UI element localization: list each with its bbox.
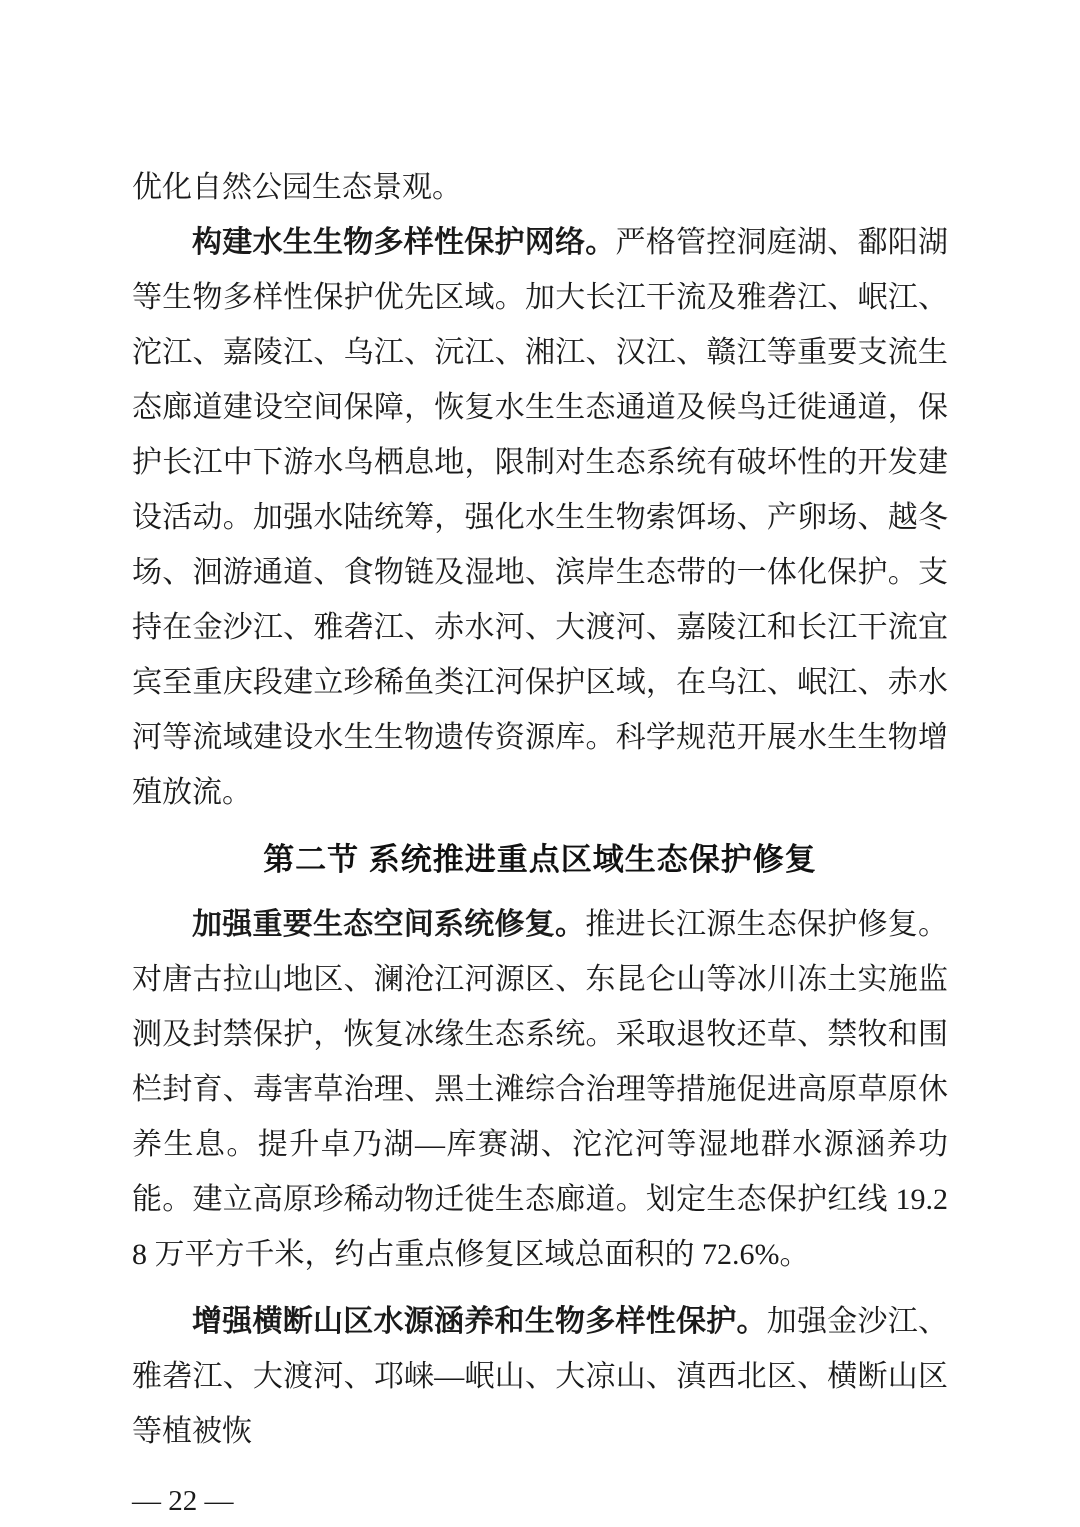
- page-footer: [132, 1459, 948, 1521]
- paragraph-lead: 加强重要生态空间系统修复。: [192, 908, 586, 941]
- paragraph-aquatic-biodiversity-network: [132, 215, 948, 820]
- paragraph-lead: 增强横断山区水源涵养和生物多样性保护。: [192, 1305, 767, 1338]
- paragraph-text: 推进长江源生态保护修复。对唐古拉山地区、澜沧江河源区、东昆仑山等冰川冻土实施监测及封禁保护，恢复冰缘生态系统。采取退牧还草、禁牧和围栏封育、毒害草治理、黑土滩综合治理等措施促进高原草原休养生息。提升卓乃湖—库赛湖、沱沱河等湿地群水源涵养功能。建立高原珍稀动物迁徙生态廊道。划定生态保护红线 19.28 万平方千米，约占重点修复区域总面积的 72.6%。: [132, 908, 948, 1271]
- paragraph-ecological-space-repair: [132, 897, 948, 1282]
- section-heading: 第二节 系统推进重点区域生态保护修复: [263, 842, 817, 877]
- paragraph-hengduan-mountains: [132, 1294, 948, 1459]
- paragraph-lead: 构建水生生物多样性保护网络。: [192, 226, 616, 259]
- paragraph-text: 加强金沙江、雅砻江、大渡河、邛崃—岷山、大凉山、滇西北区、横断山区等植被恢: [132, 1305, 948, 1448]
- content-area: [132, 160, 948, 1521]
- paragraph-text: 严格管控洞庭湖、鄱阳湖等生物多样性保护优先区域。加大长江干流及雅砻江、岷江、沱江、嘉陵江、乌江、沅江、湘江、汉江、赣江等重要支流生态廊道建设空间保障，恢复水生生态通道及候鸟迁徙通道，保护长江中下游水鸟栖息地，限制对生态系统有破坏性的开发建设活动。加强水陆统筹，强化水生生物索饵场、产卵场、越冬场、洄游通道、食物链及湿地、滨岸生态带的一体化保护。支持在金沙江、雅砻江、赤水河、大渡河、嘉陵江和长江干流宜宾至重庆段建立珍稀鱼类江河保护区域，在乌江、岷江、赤水河等流域建设水生生物遗传资源库。科学规范开展水生生物增殖放流。: [132, 226, 948, 809]
- page-number-label: — 22 —: [132, 1485, 234, 1517]
- paragraph-text: 优化自然公园生态景观。: [132, 171, 462, 204]
- paragraph-continuation: [132, 160, 948, 215]
